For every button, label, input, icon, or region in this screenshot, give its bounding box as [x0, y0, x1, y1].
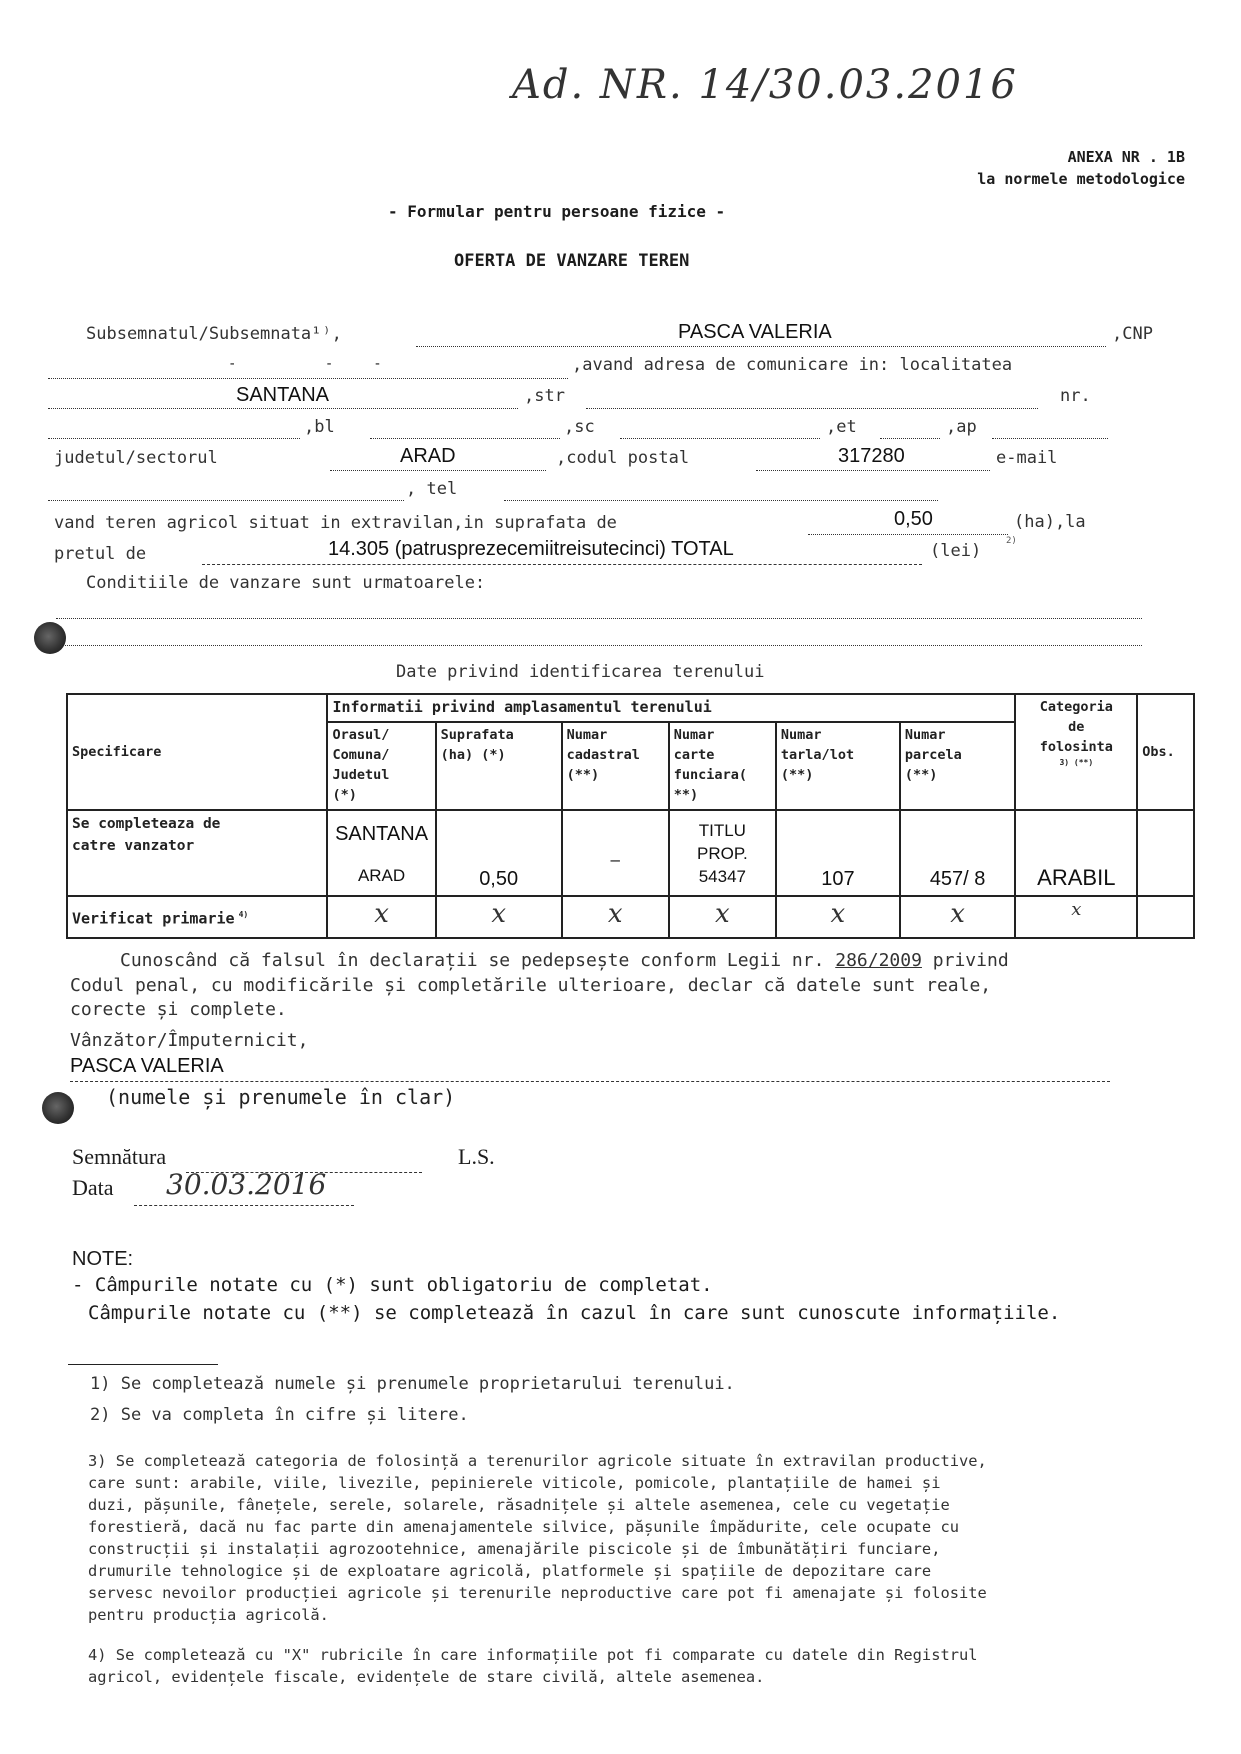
subsemnatul-label: Subsemnatul/Subsemnata¹⁾,: [86, 324, 342, 344]
verificat-mark-carte: x: [669, 896, 776, 938]
verificat-mark-cadastral: x: [562, 896, 669, 938]
sc-field-line: [620, 438, 820, 439]
conditions-line-1: [56, 618, 1142, 619]
footnote-3: 3) Se completează categoria de folosință a terenurilor agricole situate în extravilan productive, care sunt: arabile, viile, livezile, pepinierele viticole, pomicole, plantațiile de hamei și duzi, pășunile, fânețele, serele, solarele, răsadnițele și altele asemenea, cele cu vegetație forestieră, dacă nu fac parte din amenajamentele silvice, pășunile împădurite, cele ocupate cu construcții și instalații agrozootehnice, amenajările piscicole și de îmbunătățiri funciare, drumurile tehnologice și de exploatare agricolă, platformele și spațiile de depozitare care servesc nevoilor producției agricole și terenurile neproductive care pot fi amenajate și folosite pentru producția agricolă.: [88, 1452, 987, 1624]
verificat-mark-tarla: x: [776, 896, 900, 938]
note-item: - Câmpurile notate cu (*) sunt obligatoriu de completat.: [72, 1274, 713, 1296]
seller-name-line: [70, 1081, 1110, 1082]
seller-name: PASCA VALERIA: [70, 1055, 224, 1077]
data-value: 30.03.2016: [166, 1168, 327, 1201]
verificat-mark-parcela: x: [900, 896, 1016, 938]
annex-subtitle: la normele metodologice: [977, 170, 1185, 188]
price-value: 14.305 (patrusprezecemiitreisutecinci) TOTAL: [328, 538, 734, 560]
cnp-label: ,CNP: [1112, 324, 1153, 344]
header-amplasament-group: Informatii privind amplasamentul terenului: [327, 694, 1015, 722]
name-field-line: [416, 346, 1106, 347]
ls-label: L.S.: [458, 1144, 495, 1169]
declaration-line-1: Cunoscând că falsul în declarații se pedepsește conform Legii nr. 286/2009 privind: [120, 950, 1009, 971]
cell-oras: SANTANA ARAD: [327, 810, 435, 896]
sc-label: ,sc: [564, 417, 595, 437]
cell-obs: [1137, 810, 1194, 896]
et-label: ,et: [826, 417, 857, 437]
cell-carte-funciara: TITLU PROP. 54347: [669, 810, 776, 896]
footnote-4: 4) Se completează cu "X" rubricile în care informațiile pot fi comparate cu datele din Registrul agricol, evidențele fiscale, evidențele de stare civilă, altele asemenea.: [88, 1646, 978, 1686]
et-field-line: [880, 438, 940, 439]
data-label: Data: [72, 1175, 114, 1200]
cnp-field-line: [48, 378, 568, 379]
page-title: OFERTA DE VANZARE TEREN: [454, 251, 690, 271]
header-cadastral: Numar cadastral (**): [562, 722, 669, 810]
header-specificare: Specificare: [67, 694, 327, 810]
punch-hole-top: [34, 622, 66, 654]
declaration-line-2: Codul penal, cu modificările și completările ulterioare, declar că datele sunt reale,: [70, 975, 992, 996]
land-text: vand teren agricol situat in extravilan,in suprafata de: [54, 513, 617, 533]
header-oras: Orasul/ Comuna/ Judetul (*): [327, 722, 435, 810]
str-field-line: [586, 408, 1038, 409]
table-row: [67, 810, 1194, 896]
bl-label: ,bl: [304, 417, 335, 437]
price-footnote-ref: 2): [1006, 536, 1017, 546]
tel-field-line: [504, 500, 938, 501]
land-identification-table: [66, 693, 1195, 939]
cell-categoria: ARABIL: [1015, 810, 1137, 896]
nr-label: nr.: [1060, 386, 1091, 406]
cell-suprafata: 0,50: [436, 810, 562, 896]
price-field-line: [202, 564, 922, 565]
postal-field-line: [756, 470, 990, 471]
header-parcela: Numar parcela (**): [900, 722, 1016, 810]
cell-tarla: 107: [776, 810, 900, 896]
row-vanzator-label: Se completeaza de catre vanzator: [67, 810, 327, 896]
verificat-obs: [1137, 896, 1194, 938]
conditions-line-2: [56, 645, 1142, 646]
law-number: 286/2009: [835, 950, 922, 971]
note-item: Câmpurile notate cu (**) se completează în cazul în care sunt cunoscute informațiile.: [88, 1302, 1061, 1324]
cell-parcela: 457/ 8: [900, 810, 1016, 896]
header-obs: Obs.: [1137, 694, 1194, 810]
header-carte-funciara: Numar carte funciara( **): [669, 722, 776, 810]
footnote-separator: [68, 1364, 218, 1365]
table-caption: Date privind identificarea terenului: [396, 662, 765, 682]
notes-title: NOTE:: [72, 1248, 134, 1270]
name-hint: (numele și prenumele în clar): [106, 1085, 456, 1109]
tel-label: , tel: [406, 479, 458, 499]
price-unit: (lei): [930, 541, 982, 561]
punch-hole-bottom: [42, 1092, 74, 1124]
judet-value: ARAD: [400, 445, 456, 467]
postal-value: 317280: [838, 445, 905, 467]
email-field-line: [48, 500, 404, 501]
verificat-mark-suprafata: x: [436, 896, 562, 938]
area-unit: (ha),la: [1014, 512, 1086, 532]
str-label: ,str: [524, 386, 565, 406]
header-tarla: Numar tarla/lot (**): [776, 722, 900, 810]
email-label: e-mail: [996, 448, 1058, 468]
seller-label: Vânzător/Împuternicit,: [70, 1030, 309, 1051]
localitate-field-line: [48, 408, 518, 409]
ap-field-line: [992, 438, 1108, 439]
footnote-1: 1) Se completează numele și prenumele proprietarului terenului.: [90, 1374, 735, 1394]
ap-label: ,ap: [946, 417, 977, 437]
footnote-2: 2) Se va completa în cifre și litere.: [90, 1405, 469, 1425]
address-label: ,avand adresa de comunicare in: localitatea: [572, 355, 1013, 375]
cnp-value: - --: [228, 356, 422, 372]
form-type: - Formular pentru persoane fizice -: [388, 202, 726, 221]
judet-field-line: [330, 470, 546, 471]
localitate-value: SANTANA: [236, 384, 329, 406]
semnatura-label: Semnătura: [72, 1144, 167, 1169]
data-line: [134, 1205, 354, 1206]
area-value: 0,50: [894, 508, 933, 530]
nr-field-line: [48, 438, 300, 439]
header-categoria: Categoria de folosinta 3) (**): [1015, 694, 1137, 810]
declaration-line-3: corecte și complete.: [70, 999, 287, 1020]
area-field-line: [808, 534, 1008, 535]
conditions-label: Conditiile de vanzare sunt urmatoarele:: [86, 573, 486, 593]
cell-cadastral: –: [562, 810, 669, 896]
price-label: pretul de: [54, 544, 147, 564]
table-row: [67, 896, 1194, 938]
judet-label: judetul/sectorul: [54, 448, 218, 468]
verificat-mark-oras: x: [327, 896, 435, 938]
annex-number: ANEXA NR . 1B: [1067, 148, 1185, 166]
registration-note: Ad. NR. 14/30.03.2016: [512, 62, 1018, 108]
row-verificat-label: Verificat primarie $^{4)}$: [67, 896, 327, 938]
bl-field-line: [370, 438, 560, 439]
postal-label: ,codul postal: [556, 448, 690, 468]
verificat-mark-categoria: x: [1015, 896, 1137, 938]
header-suprafata: Suprafata (ha) (*): [436, 722, 562, 810]
name-value: PASCA VALERIA: [678, 321, 832, 343]
